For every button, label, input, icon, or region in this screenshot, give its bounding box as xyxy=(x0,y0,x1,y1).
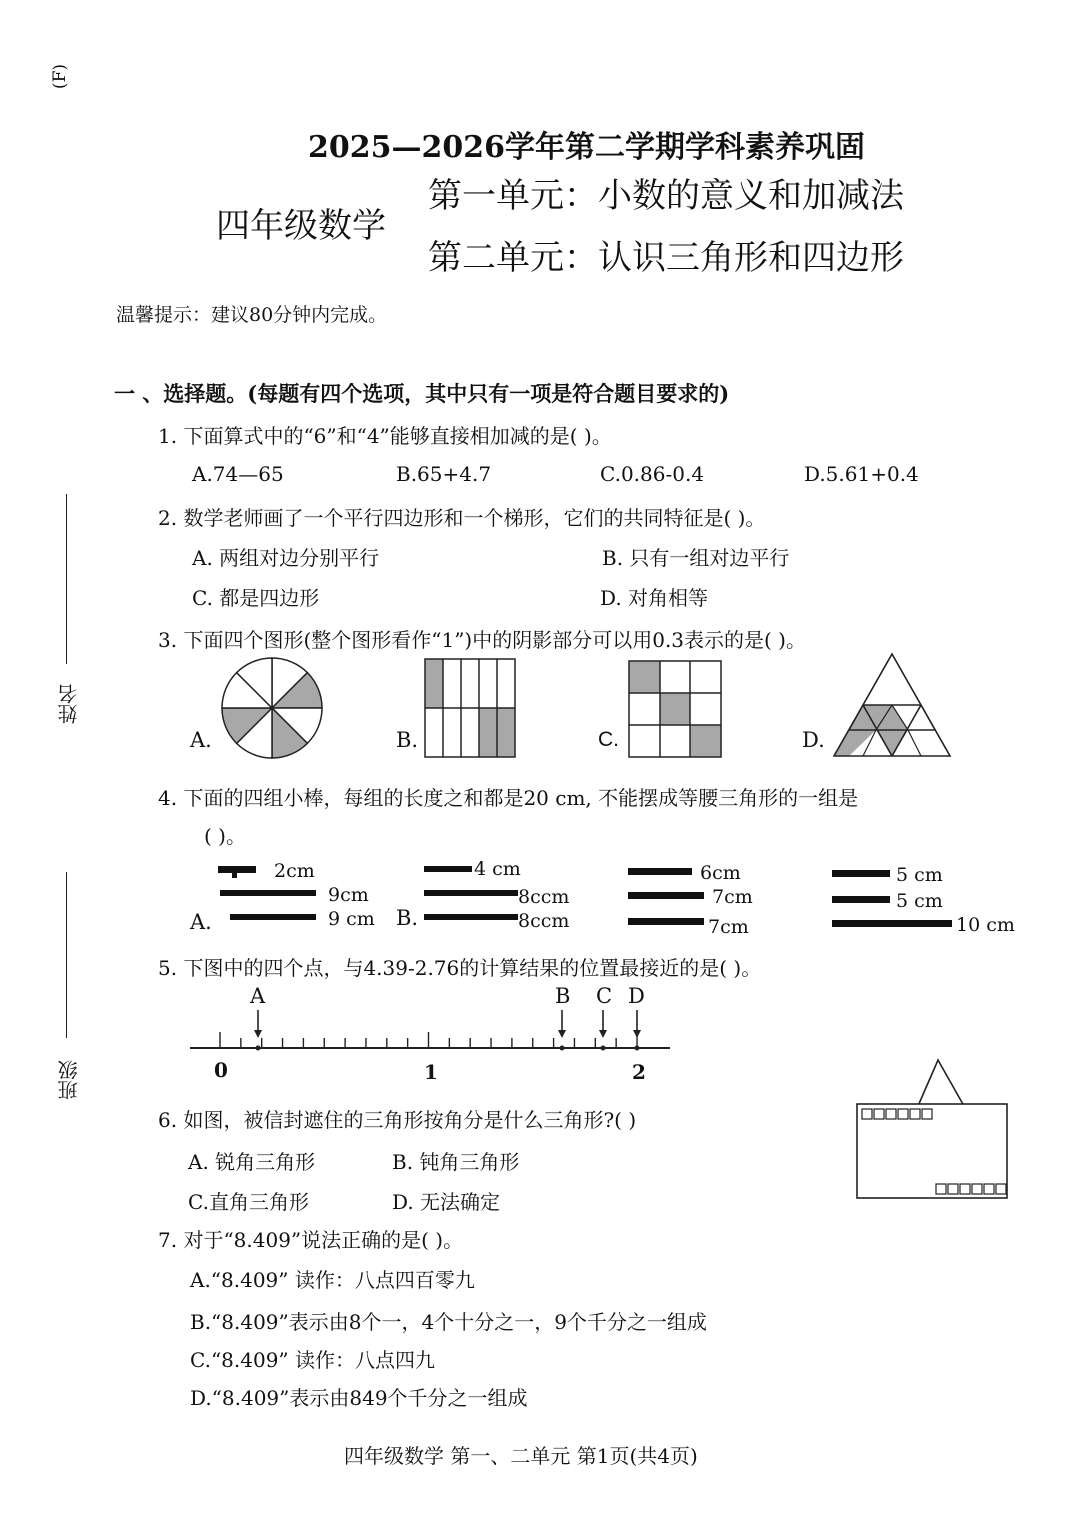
section-heading: 一 、选择题。(每题有四个选项，其中只有一项是符合题目要求的) xyxy=(114,381,730,406)
q6-option-c: C.直角三角形 xyxy=(188,1190,309,1214)
q4-d-length-3: 10 cm xyxy=(956,914,1015,936)
q4-d-stick-3 xyxy=(832,920,952,927)
corner-mark: (F) xyxy=(50,64,70,90)
q4-b-stick-3 xyxy=(424,914,518,920)
q7-option-a: A.“8.409” 读作：八点四百零九 xyxy=(190,1268,475,1292)
q4-b-stick-2 xyxy=(424,890,518,896)
q3-figure-a-circle xyxy=(220,656,324,760)
q4-b-length-1: 4 cm xyxy=(474,858,521,880)
q1-option-a: A.74—65 xyxy=(192,462,284,486)
q5-stem: 5. 下图中的四个点，与4.39-2.76的计算结果的位置最接近的是( )。 xyxy=(158,956,762,980)
q4-a-stick-1-tab xyxy=(232,866,237,878)
q3-figure-c-grid xyxy=(628,660,722,758)
q4-b-length-2: 8ccm xyxy=(518,886,570,908)
q7-option-c: C.“8.409” 读作：八点四九 xyxy=(190,1348,436,1372)
q3-option-d: D. xyxy=(802,728,825,752)
q4-d-stick-1 xyxy=(832,870,890,877)
q1-option-c: C.0.86-0.4 xyxy=(600,462,705,486)
q7-stem: 7. 对于“8.409”说法正确的是( )。 xyxy=(158,1228,464,1252)
q4-option-a: A. xyxy=(190,910,212,934)
q4-d-length-1: 5 cm xyxy=(896,864,943,886)
q7-option-b: B.“8.409”表示由8个一，4个十分之一，9个千分之一组成 xyxy=(190,1310,707,1334)
q6-stem: 6. 如图，被信封遮住的三角形按角分是什么三角形?( ) xyxy=(158,1108,637,1132)
q5-axis-2: 2 xyxy=(632,1060,646,1084)
q2-option-d: D. 对角相等 xyxy=(600,586,709,610)
page-footer: 四年级数学 第一、二单元 第1页(共4页) xyxy=(344,1444,698,1468)
class-label: 班级 xyxy=(57,1060,81,1100)
q4-d-stick-2 xyxy=(832,896,890,903)
q5-point-b: B xyxy=(555,984,571,1008)
q2-stem: 2. 数学老师画了一个平行四边形和一个梯形，它们的共同特征是( )。 xyxy=(158,506,766,530)
q2-option-a: A. 两组对边分别平行 xyxy=(192,546,380,570)
q3-option-c: C. xyxy=(598,728,619,751)
q4-paren: ( )。 xyxy=(204,824,246,848)
q4-c-stick-1 xyxy=(628,868,692,875)
q3-option-b: B. xyxy=(396,728,419,752)
page-title: 2025—2026学年第二学期学科素养巩固 xyxy=(308,130,865,165)
q5-point-d: D xyxy=(628,984,645,1008)
q4-b-stick-1 xyxy=(424,866,472,872)
q4-c-length-3: 7cm xyxy=(708,916,749,938)
q2-option-b: B. 只有一组对边平行 xyxy=(602,546,790,570)
q4-c-stick-3 xyxy=(628,918,704,925)
q5-axis-1: 1 xyxy=(424,1060,438,1084)
q4-d-length-2: 5 cm xyxy=(896,890,943,912)
q3-stem: 3. 下面四个图形(整个图形看作“1”)中的阴影部分可以用0.3表示的是( )。 xyxy=(158,628,806,652)
q4-c-length-2: 7cm xyxy=(712,886,753,908)
q4-c-stick-2 xyxy=(628,892,704,899)
class-line xyxy=(66,872,67,1038)
q4-a-length-2: 9cm xyxy=(328,884,369,906)
tip: 温馨提示：建议80分钟内完成。 xyxy=(116,304,388,326)
q5-point-c: C xyxy=(596,984,613,1008)
q5-point-a: A xyxy=(250,984,266,1008)
q4-option-b: B. xyxy=(396,906,419,930)
q3-figure-d-triangle xyxy=(832,652,952,758)
q7-option-d: D.“8.409”表示由849个千分之一组成 xyxy=(190,1386,528,1410)
q3-figure-b-grid xyxy=(424,658,516,758)
unit1-title: 第一单元：小数的意义和加减法 xyxy=(428,176,904,216)
q6-option-b: B. 钝角三角形 xyxy=(392,1150,520,1174)
name-line xyxy=(66,494,67,664)
subject-title: 四年级数学 xyxy=(216,206,386,246)
q1-option-d: D.5.61+0.4 xyxy=(804,462,919,486)
q1-stem: 1. 下面算式中的“6”和“4”能够直接相加减的是( )。 xyxy=(158,424,612,448)
q5-axis-0: 0 xyxy=(214,1058,228,1082)
name-label: 姓名 xyxy=(57,684,81,724)
q6-option-d: D. 无法确定 xyxy=(392,1190,501,1214)
q4-a-length-3: 9 cm xyxy=(328,908,375,930)
unit2-title: 第二单元：认识三角形和四边形 xyxy=(428,238,904,278)
q4-a-length-1: 2cm xyxy=(274,860,315,882)
q4-b-length-3: 8ccm xyxy=(518,910,570,932)
q4-a-stick-1 xyxy=(218,866,256,873)
q6-envelope-figure xyxy=(856,1058,1012,1202)
q1-option-b: B.65+4.7 xyxy=(396,462,492,486)
q3-option-a: A. xyxy=(190,728,212,752)
q2-option-c: C. 都是四边形 xyxy=(192,586,320,610)
q4-a-stick-2 xyxy=(220,890,316,896)
q4-c-length-1: 6cm xyxy=(700,862,741,884)
q4-stem: 4. 下面的四组小棒，每组的长度之和都是20 cm, 不能摆成等腰三角形的一组是 xyxy=(158,786,859,810)
q6-option-a: A. 锐角三角形 xyxy=(188,1150,316,1174)
q4-a-stick-3 xyxy=(230,914,316,920)
